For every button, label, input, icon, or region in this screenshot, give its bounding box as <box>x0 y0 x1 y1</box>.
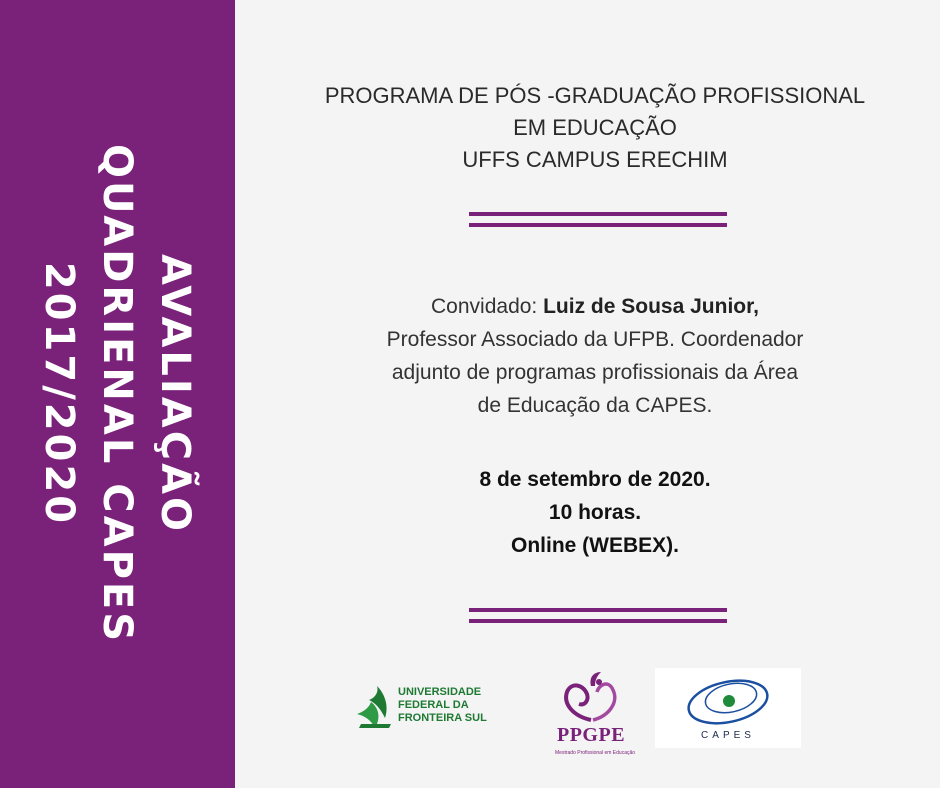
guest-prefix: Convidado: <box>431 295 544 318</box>
vertical-title <box>30 134 204 654</box>
capes-logo <box>655 668 801 748</box>
header-line-2: EM EDUCAÇÃO <box>513 115 677 140</box>
title-line-2: QUADRIENAL CAPES <box>94 143 140 645</box>
program-header <box>235 80 940 176</box>
capes-name: CAPES <box>701 730 755 741</box>
title-line-1: AVALIAÇÃO <box>152 253 198 535</box>
event-info <box>305 463 885 562</box>
event-place: Online (WEBEX). <box>511 534 679 557</box>
ppgpe-name: PPGPE <box>557 724 626 746</box>
guest-info <box>305 290 885 422</box>
ppgpe-logo <box>553 668 635 763</box>
top-divider <box>469 212 727 234</box>
header-line-1: PROGRAMA DE PÓS -GRADUAÇÃO PROFISSIONAL <box>324 83 866 108</box>
guest-desc-2: adjunto de programas profissionais da Área <box>391 361 799 384</box>
event-time: 10 horas. <box>548 501 642 524</box>
uffs-logo <box>355 682 515 737</box>
guest-title-line <box>305 290 885 323</box>
header-line-3: UFFS CAMPUS ERECHIM <box>462 147 728 172</box>
uffs-leaf-icon <box>355 684 395 730</box>
uffs-line-2: FEDERAL DA <box>398 699 469 711</box>
guest-desc-1: Professor Associado da UFPB. Coordenador <box>386 328 804 351</box>
ppgpe-subtitle: Mestrado Profissional em Educação <box>555 750 636 756</box>
bottom-divider <box>469 608 727 630</box>
logos-row <box>235 660 940 770</box>
ppgpe-symbol-icon <box>553 668 635 724</box>
guest-name: Luiz de Sousa Junior, <box>543 295 759 318</box>
uffs-line-1: UNIVERSIDADE <box>398 686 482 698</box>
sidebar-panel <box>0 0 235 788</box>
uffs-line-3: FRONTEIRA SUL <box>398 712 487 724</box>
uffs-name <box>398 686 487 725</box>
main-content <box>235 0 940 788</box>
title-line-3: 2017/2020 <box>36 261 82 527</box>
guest-desc-3: de Educação da CAPES. <box>477 394 713 417</box>
capes-orbit-icon <box>655 668 801 730</box>
event-date: 8 de setembro de 2020. <box>479 468 711 491</box>
